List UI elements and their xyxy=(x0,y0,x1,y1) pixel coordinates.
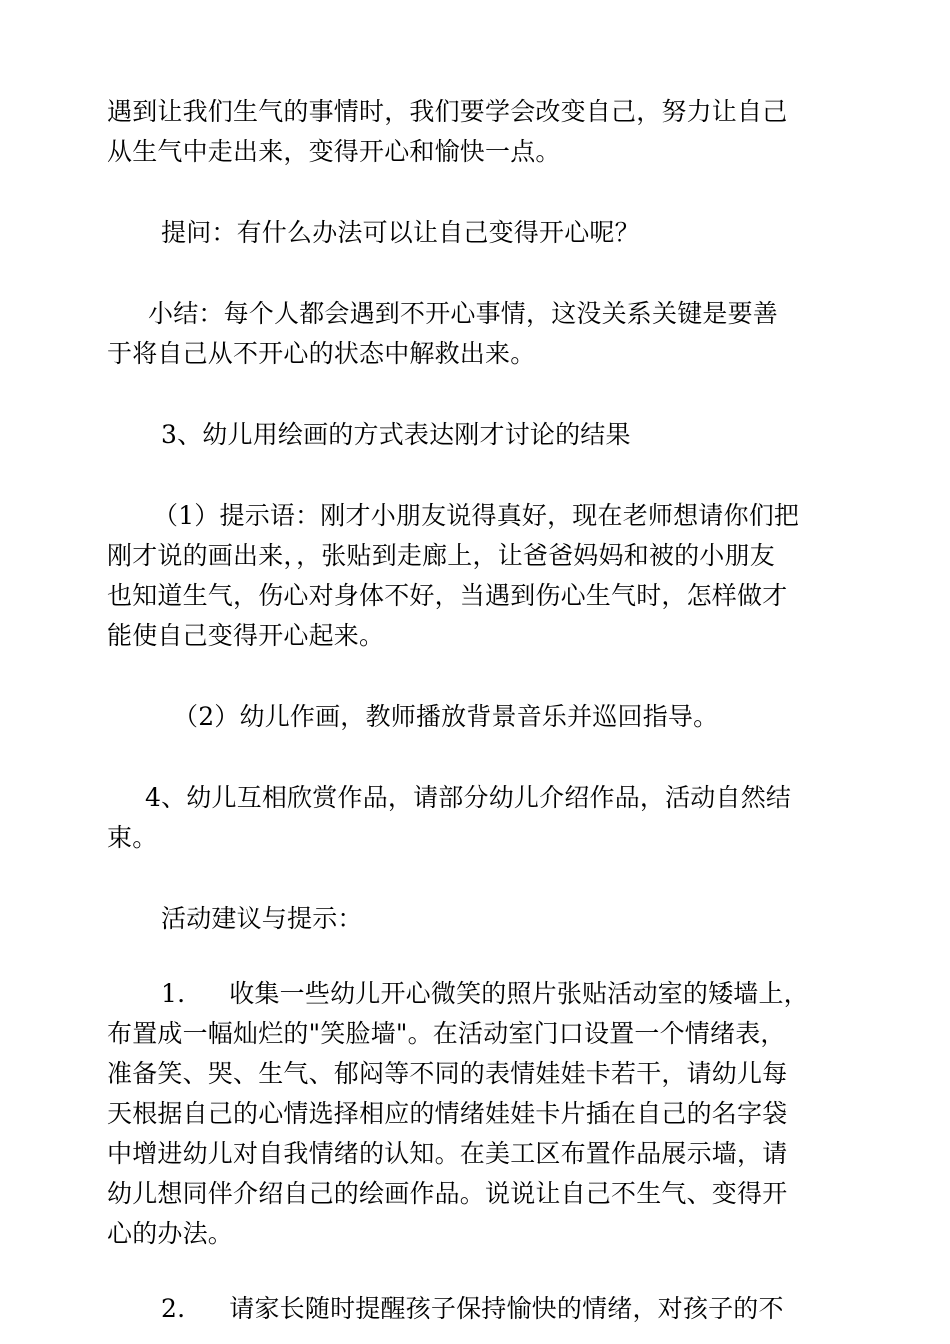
text-line: 于将自己从不开心的状态中解救出来。 xyxy=(107,339,536,368)
text-line: 也知道生气，伤心对身体不好，当遇到伤心生气时，怎样做才 xyxy=(107,581,788,610)
text-line xyxy=(107,974,847,1014)
paragraph-suggestion-1 xyxy=(107,974,847,1254)
text-line: 遇到让我们生气的事情时，我们要学会改变自己，努力让自己 xyxy=(107,97,788,126)
text-line: 心的办法。 xyxy=(107,1219,234,1248)
paragraph-suggestion-2 xyxy=(107,1289,847,1329)
list-number: 1. xyxy=(161,979,186,1008)
text-line: 中增进幼儿对自我情绪的认知。在美工区布置作品展示墙，请 xyxy=(107,1139,788,1168)
list-text: 收集一些幼儿开心微笑的照片张贴活动室的矮墙上， xyxy=(229,979,809,1008)
text-line: （1）提示语：刚才小朋友说得真好，现在老师想请你们把 xyxy=(153,501,800,530)
text-line: 准备笑、哭、生气、郁闷等不同的表情娃娃卡若干，请幼儿每 xyxy=(107,1059,788,1088)
text-line: 布置成一幅灿烂的"笑脸墙"。在活动室门口设置一个情绪表， xyxy=(107,1019,786,1048)
text-line: 从生气中走出来，变得开心和愉快一点。 xyxy=(107,137,561,166)
paragraph-intro xyxy=(107,92,847,172)
text-line: 活动建议与提示： xyxy=(161,904,363,933)
list-number: 2. xyxy=(161,1294,186,1323)
text-line: 小结：每个人都会遇到不开心事情，这没关系关键是要善 xyxy=(148,299,779,328)
text-line: 束。 xyxy=(107,823,158,852)
text-line: 提问：有什么办法可以让自己变得开心呢？ xyxy=(161,218,640,247)
paragraph-suggestions-heading xyxy=(107,899,847,939)
text-line: 4、幼儿互相欣赏作品，请部分幼儿介绍作品，活动自然结 xyxy=(145,783,792,812)
paragraph-step-3 xyxy=(107,415,847,455)
text-line: 天根据自己的心情选择相应的情绪娃娃卡片插在自己的名字袋 xyxy=(107,1099,788,1128)
paragraph-summary xyxy=(107,294,847,374)
paragraph-step-4 xyxy=(107,778,847,858)
text-line: 能使自己变得开心起来。 xyxy=(107,621,385,650)
paragraph-question xyxy=(107,213,847,253)
text-line: 幼儿想同伴介绍自己的绘画作品。说说让自己不生气、变得开 xyxy=(107,1179,788,1208)
text-line: 刚才说的画出来，，张贴到走廊上，让爸爸妈妈和被的小朋友 xyxy=(107,541,775,570)
document-page xyxy=(107,92,847,1329)
text-line: 3、幼儿用绘画的方式表达刚才讨论的结果 xyxy=(161,420,631,449)
text-line xyxy=(107,1289,847,1329)
paragraph-step-3-1 xyxy=(107,496,847,656)
paragraph-step-3-2 xyxy=(107,697,847,737)
list-text: 请家长随时提醒孩子保持愉快的情绪，对孩子的不 xyxy=(229,1294,784,1323)
text-line: （2）幼儿作画，教师播放背景音乐并巡回指导。 xyxy=(173,702,719,731)
